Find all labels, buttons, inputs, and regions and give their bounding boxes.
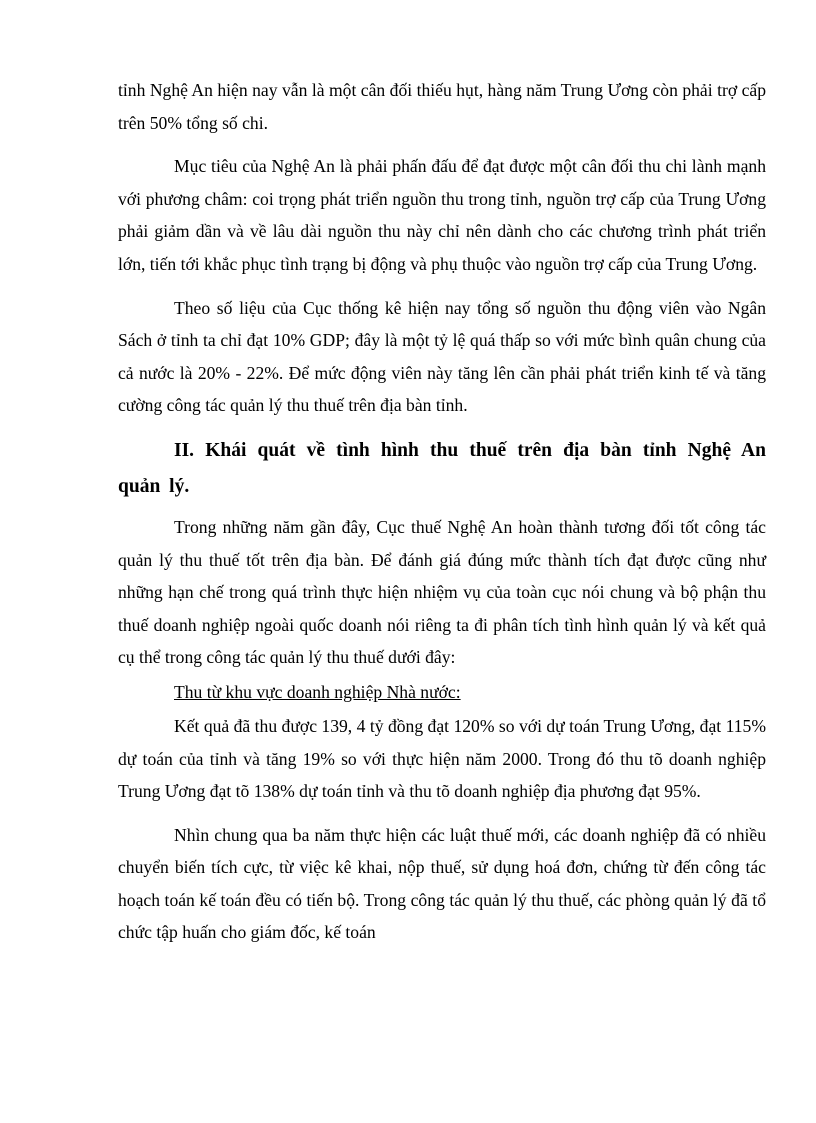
subheading-text: Thu từ khu vực doanh nghiệp Nhà nước:	[174, 681, 461, 702]
paragraph-deficit: tỉnh Nghệ An hiện nay vẫn là một cân đối thiếu hụt, hàng năm Trung Ương còn phải trợ cấp trên 50% tổng số chi.	[118, 80, 766, 133]
paragraph-objective: Mục tiêu của Nghệ An là phải phấn đấu để đạt được một cân đối thu chi lành mạnh với phương châm: coi trọng phát triển nguồn thu trong tỉnh, nguồn trợ cấp của Trung Ương phải giảm dần và về lâu dài nguồn thu này chỉ nên dành cho các chương trình phát triển lớn, tiến tới khắc phục tình trạng bị động và phụ thuộc vào nguồn trợ cấp của Trung Ương.	[118, 156, 766, 274]
paragraph-statistics: Theo số liệu của Cục thống kê hiện nay tổng số nguồn thu động viên vào Ngân Sách ở tỉnh ta chỉ đạt 10% GDP; đây là một tỷ lệ quá thấp so với mức bình quân chung của cả nước là 20% - 22%. Để mức động viên này tăng lên cần phải phát triển kinh tế và tăng cường công tác quản lý thu thuế trên địa bàn tỉnh.	[118, 297, 766, 416]
paragraph-overview: Nhìn chung qua ba năm thực hiện các luật thuế mới, các doanh nghiệp đã có nhiều chuyển biến tích cực, từ việc kê khai, nộp thuế, sử dụng hoá đơn, chứng từ đến công tác hoạch toán kế toán đều có tiến bộ. Trong công tác quản lý thu thuế, các phòng quản lý đã tổ chức tập huấn cho giám đốc, kế toán	[118, 824, 766, 943]
paragraph-section-intro: Trong những năm gần đây, Cục thuế Nghệ An hoàn thành tương đối tốt công tác quản lý thu thuế tốt trên địa bàn. Để đánh giá đúng mức thành tích đạt được cũng như những hạn chế trong quá trình thực hiện nhiệm vụ của toàn cục nói chung và bộ phận thu thuế doanh nghiệp ngoài quốc doanh nói riêng ta đi phân tích tình hình quản lý và kết quả cụ thể trong công tác quản lý thu thuế dưới đây:	[118, 516, 766, 668]
paragraph-results: Kết quả đã thu được 139, 4 tỷ đồng đạt 120% so với dự toán Trung Ương, đạt 115% dự toán của tỉnh và tăng 19% so với thực hiện năm 2000. Trong đó thu tõ doanh nghiệp Trung Ương đạt tõ 138% dự toán tỉnh và thu tõ doanh nghiệp địa phương đạt 95%.	[118, 715, 766, 802]
section-heading: II. Khái quát về tình hình thu thuế trên địa bàn tỉnh Nghệ An quản lý.	[118, 439, 766, 497]
subheading-state-enterprises	[118, 676, 766, 708]
